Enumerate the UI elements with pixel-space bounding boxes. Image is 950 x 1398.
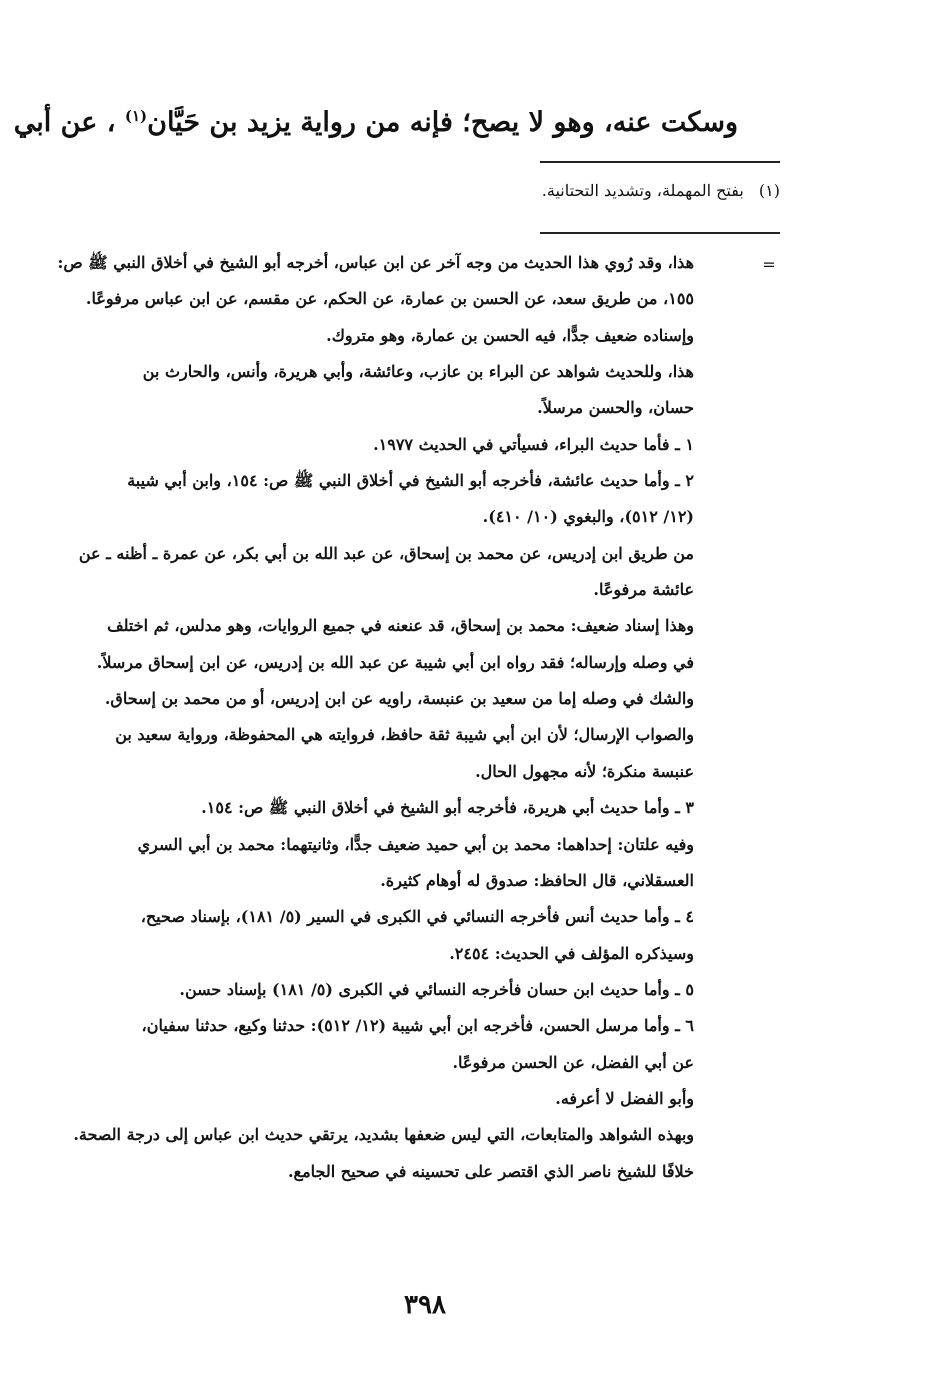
commentary-line: (١٢/ ٥١٢)، والبغوي (١٠/ ٤١٠). xyxy=(482,507,694,527)
footnote-reference: (١) xyxy=(124,107,148,125)
main-text-line xyxy=(13,96,738,143)
commentary-line: وسيذكره المؤلف في الحديث: ٢٤٥٤. xyxy=(449,943,694,963)
commentary-line: في وصله وإرساله؛ فقد رواه ابن أبي شيبة عن عبد الله بن إدريس، عن ابن إسحاق مرسلاً. xyxy=(96,652,694,672)
commentary-line: من طريق ابن إدريس، عن محمد بن إسحاق، عن عبد الله بن أبي بكر، عن عمرة ـ أظنه ـ عن xyxy=(78,543,694,563)
commentary-line: عائشة مرفوعًا. xyxy=(593,580,694,600)
commentary-line: والشك في وصله إما من سعيد بن عنبسة، راويه عن ابن إدريس، أو من محمد بن إسحاق. xyxy=(104,689,694,709)
commentary-line: ١٥٥، من طريق سعد، عن الحسن بن عمارة، عن الحكم، عن مقسم، عن ابن عباس مرفوعًا. xyxy=(85,289,694,309)
commentary-line: خلافًا للشيخ ناصر الذي اقتصر على تحسينه في صحيح الجامع. xyxy=(287,1161,694,1181)
commentary-line: العسقلاني، قال الحافظ: صدوق له أوهام كثيرة. xyxy=(380,870,694,890)
commentary-line: هذا، وللحديث شواهد عن البراء بن عازب، وعائشة، وأبي هريرة، وأنس، والحارث بن xyxy=(142,362,694,382)
commentary-line: عنبسة منكرة؛ لأنه مجهول الحال. xyxy=(475,761,694,781)
commentary-line: وإسناده ضعيف جدًّا، فيه الحسن بن عمارة، وهو متروك. xyxy=(326,325,694,345)
commentary-line: وأبو الفضل لا أعرفه. xyxy=(555,1088,694,1108)
commentary-line: ٦ ـ وأما مرسل الحسن، فأخرجه ابن أبي شيبة (١٢/ ٥١٢): حدثنا وكيع، حدثنا سفيان، xyxy=(141,1016,694,1036)
commentary-body xyxy=(57,245,694,1190)
footnote-separator xyxy=(540,161,780,163)
commentary-line: والصواب الإرسال؛ لأن ابن أبي شيبة ثقة حافظ، فروايته هي المحفوظة، ورواية سعيد بن xyxy=(115,725,694,745)
main-text: وسكت عنه، وهو لا يصح؛ فإنه من رواية يزيد بن حَيَّان xyxy=(147,107,738,138)
page-number: ٣٩٨ xyxy=(404,1290,446,1320)
commentary-line: ١ ـ فأما حديث البراء، فسيأتي في الحديث ١٩٧٧. xyxy=(373,434,694,454)
commentary-line: هذا، وقد رُوي هذا الحديث من وجه آخر عن ابن عباس، أخرجه أبو الشيخ في أخلاق النبي ﷺ ص: xyxy=(57,253,694,272)
main-text-end: ، عن أبي xyxy=(13,107,116,138)
commentary-line: ٥ ـ وأما حديث ابن حسان فأخرجه النسائي في الكبرى (٥/ ١٨١) بإسناد حسن. xyxy=(179,979,694,999)
commentary-line: وهذا إسناد ضعيف: محمد بن إسحاق، قد عنعنه في جميع الروايات، وهو مدلس، ثم اختلف xyxy=(107,616,694,636)
commentary-line: ٣ ـ وأما حديث أبي هريرة، فأخرجه أبو الشيخ في أخلاق النبي ﷺ ص: ١٥٤. xyxy=(201,798,694,818)
commentary-line: وفيه علتان: إحداهما: محمد بن أبي حميد ضعيف جدًّا، وثانيتهما: محمد بن أبي السري xyxy=(137,834,694,854)
continuation-mark: = xyxy=(762,255,776,274)
commentary-line: ٢ ـ وأما حديث عائشة، فأخرجه أبو الشيخ في أخلاق النبي ﷺ ص: ١٥٤، وابن أبي شيبة xyxy=(127,471,694,491)
commentary-line: ٤ ـ وأما حديث أنس فأخرجه النسائي في الكبرى في السير (٥/ ١٨١)، بإسناد صحيح، xyxy=(140,907,694,927)
footnote xyxy=(180,176,780,206)
commentary-line: وبهذه الشواهد والمتابعات، التي ليس ضعفها بشديد، يرتقي حديث ابن عباس إلى درجة الصحة. xyxy=(73,1125,694,1145)
commentary-separator xyxy=(540,232,780,234)
footnote-number: (١) xyxy=(758,181,780,200)
commentary-line: عن أبي الفضل، عن الحسن مرفوعًا. xyxy=(452,1052,694,1072)
footnote-text: بفتح المهملة، وتشديد التحتانية. xyxy=(541,181,744,200)
commentary-line: حسان، والحسن مرسلاً. xyxy=(537,398,694,418)
